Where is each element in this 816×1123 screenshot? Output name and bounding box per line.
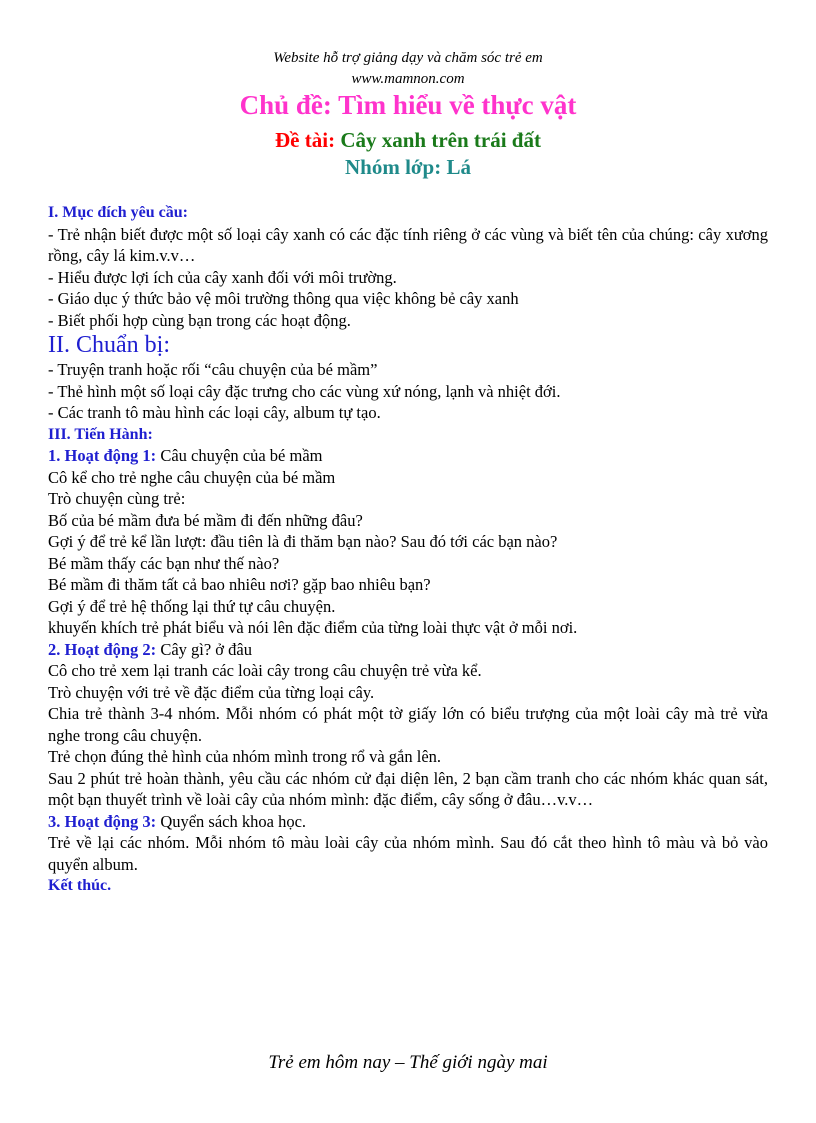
subject-text: Cây xanh trên trái đất: [340, 128, 541, 152]
activity1-line: Trò chuyện cùng trẻ:: [48, 489, 186, 508]
topic-text: Tìm hiểu về thực vật: [338, 90, 577, 120]
activity2-title: Cây gì? ở đâu: [156, 639, 252, 659]
section2-item: - Thẻ hình một số loại cây đặc trưng cho các vùng xứ nóng, lạnh và nhiệt đới.: [48, 381, 561, 401]
section1-item: - Biết phối hợp cùng bạn trong các hoạt động.: [48, 310, 351, 330]
activity2-heading: [48, 639, 768, 661]
section1-item: - Hiểu được lợi ích của cây xanh đối với môi trường.: [48, 267, 397, 287]
activity2-line: Trò chuyện với trẻ về đặc điểm của từng loại cây.: [48, 682, 375, 702]
activity2-line: Trẻ chọn đúng thẻ hình của nhóm mình trong rổ và gắn lên.: [48, 747, 442, 766]
activity1-line: Gợi ý để trẻ kể lần lượt: đầu tiên là đi thăm bạn nào? Sau đó tới các bạn nào?: [48, 532, 558, 551]
site-url: www.mamnon.com: [351, 71, 465, 87]
activity1-line: Gợi ý để trẻ hệ thống lại thứ tự câu chuyện.: [48, 596, 336, 616]
subject-title: [0, 128, 816, 153]
group-text: Lá: [446, 155, 471, 179]
activity1-line: khuyến khích trẻ phát biểu và nói lên đặc điểm của từng loài thực vật ở mỗi nơi.: [48, 618, 578, 637]
activity3-title: Quyển sách khoa học.: [156, 811, 307, 831]
topic-title: [0, 90, 816, 121]
section3-heading: III. Tiến Hành:: [48, 425, 153, 443]
ending-heading: Kết thúc.: [48, 877, 112, 894]
activity1-line: Cô kể cho trẻ nghe câu chuyện của bé mầm: [48, 467, 336, 487]
activity1-heading: [48, 445, 768, 467]
section1-item: - Giáo dục ý thức bảo vệ môi trường thông qua việc không bẻ cây xanh: [48, 289, 519, 308]
activity3-line: Trẻ về lại các nhóm. Mỗi nhóm tô màu loài cây của nhóm mình. Sau đó cắt theo hình tô màu và bỏ vào quyển album.: [48, 833, 768, 874]
activity3-heading: [48, 811, 768, 833]
section1-heading: I. Mục đích yêu cầu:: [48, 204, 188, 221]
activity2-label: 2. Hoạt động 2:: [48, 639, 157, 659]
group-title: [0, 155, 816, 180]
subject-label: Đề tài:: [275, 128, 336, 152]
activity3-label: 3. Hoạt động 3:: [48, 811, 157, 831]
section2-item: - Truyện tranh hoặc rối “câu chuyện của bé mầm”: [48, 360, 378, 379]
activity1-line: Bé mầm đi thăm tất cả bao nhiêu nơi? gặp bao nhiêu bạn?: [48, 575, 431, 594]
activity2-line: Sau 2 phút trẻ hoàn thành, yêu cầu các nhóm cử đại diện lên, 2 bạn cầm tranh cho các nhóm khác quan sát, một bạn thuyết trình về loài cây của nhóm mình: đặc điểm, cây sống ở đâu…v.v…: [48, 768, 768, 809]
activity1-line: Bé mầm thấy các bạn như thế nào?: [48, 553, 280, 573]
footer-slogan: Trẻ em hôm nay – Thế giới ngày mai: [268, 1052, 548, 1073]
section1-item: - Trẻ nhận biết được một số loại cây xanh có các đặc tính riêng ở các vùng và biết tên của chúng: cây xương rồng, cây lá kim.v.v…: [48, 224, 768, 265]
activity2-line: Chia trẻ thành 3-4 nhóm. Mỗi nhóm có phát một tờ giấy lớn có biểu trượng của một loài cây mà trẻ vừa nghe trong câu chuyện.: [48, 704, 768, 745]
section2-heading: II. Chuẩn bị:: [48, 332, 170, 358]
section2-item: - Các tranh tô màu hình các loại cây, album tự tạo.: [48, 403, 381, 422]
document-body: [48, 202, 768, 897]
activity1-line: Bố của bé mầm đưa bé mầm đi đến những đâu?: [48, 510, 363, 530]
group-label: Nhóm lớp:: [345, 155, 442, 179]
activity2-line: Cô cho trẻ xem lại tranh các loài cây trong câu chuyện trẻ vừa kể.: [48, 661, 482, 680]
activity1-title: Câu chuyện của bé mầm: [156, 446, 323, 465]
activity1-label: 1. Hoạt động 1:: [48, 446, 157, 465]
site-line: Website hỗ trợ giảng dạy và chăm sóc trẻ em: [273, 50, 543, 66]
topic-label: Chủ đề:: [239, 90, 332, 120]
